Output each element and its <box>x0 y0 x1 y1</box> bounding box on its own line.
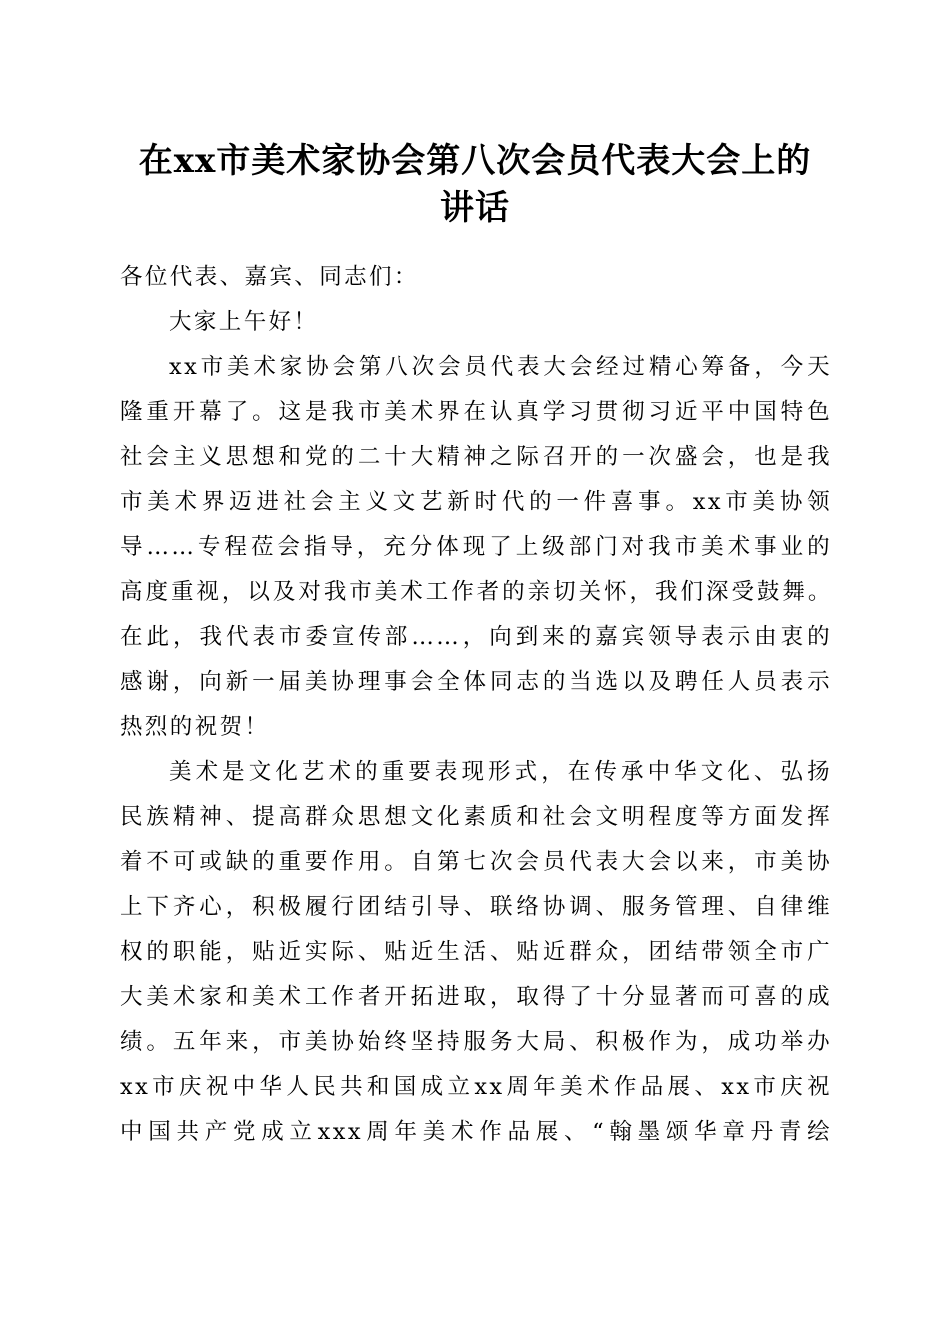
title-line-2: 讲话 <box>440 188 510 228</box>
paragraph-line: xx市庆祝中华人民共和国成立xx周年美术作品展、xx市庆祝 <box>120 1074 832 1100</box>
paragraph-line: 绩。五年来，市美协始终坚持服务大局、积极作为，成功举办 <box>120 1029 832 1055</box>
paragraph-line: 权的职能，贴近实际、贴近生活、贴近群众，团结带领全市广 <box>120 939 832 965</box>
paragraph-line: 着不可或缺的重要作用。自第七次会员代表大会以来，市美协 <box>120 849 832 875</box>
paragraph-line: 市美术界迈进社会主义文艺新时代的一件喜事。xx市美协领 <box>120 489 832 515</box>
paragraph-line: xx市美术家协会第八次会员代表大会经过精心筹备，今天 <box>169 354 832 380</box>
paragraph-line: 导……专程莅会指导，充分体现了上级部门对我市美术事业的 <box>120 534 832 560</box>
paragraph-line: 社会主义思想和党的二十大精神之际召开的一次盛会，也是我 <box>120 444 832 470</box>
paragraph-1 <box>120 345 832 750</box>
paragraph-line: 热烈的祝贺！ <box>120 714 270 740</box>
speech-body <box>120 255 832 1155</box>
document-title <box>100 138 850 232</box>
salutation: 各位代表、嘉宾、同志们： <box>120 264 419 290</box>
greeting: 大家上午好！ <box>169 309 319 335</box>
paragraph-line: 上下齐心，积极履行团结引导、联络协调、服务管理、自律维 <box>120 894 832 920</box>
paragraph-line: 美术是文化艺术的重要表现形式，在传承中华文化、弘扬 <box>169 759 832 785</box>
title-line-1: 在xx市美术家协会第八次会员代表大会上的 <box>138 141 812 181</box>
paragraph-line: 隆重开幕了。这是我市美术界在认真学习贯彻习近平中国特色 <box>120 399 832 425</box>
paragraph-2 <box>120 750 832 1155</box>
paragraph-line: 民族精神、提高群众思想文化素质和社会文明程度等方面发挥 <box>120 804 832 830</box>
paragraph-line: 在此，我代表市委宣传部……，向到来的嘉宾领导表示由衷的 <box>120 624 832 650</box>
paragraph-line: 中国共产党成立xxx周年美术作品展、“翰墨颂华章丹青绘 <box>120 1119 832 1145</box>
paragraph-line: 大美术家和美术工作者开拓进取，取得了十分显著而可喜的成 <box>120 984 832 1010</box>
paragraph-line: 感谢，向新一届美协理事会全体同志的当选以及聘任人员表示 <box>120 669 832 695</box>
paragraph-line: 高度重视，以及对我市美术工作者的亲切关怀，我们深受鼓舞。 <box>120 579 832 605</box>
